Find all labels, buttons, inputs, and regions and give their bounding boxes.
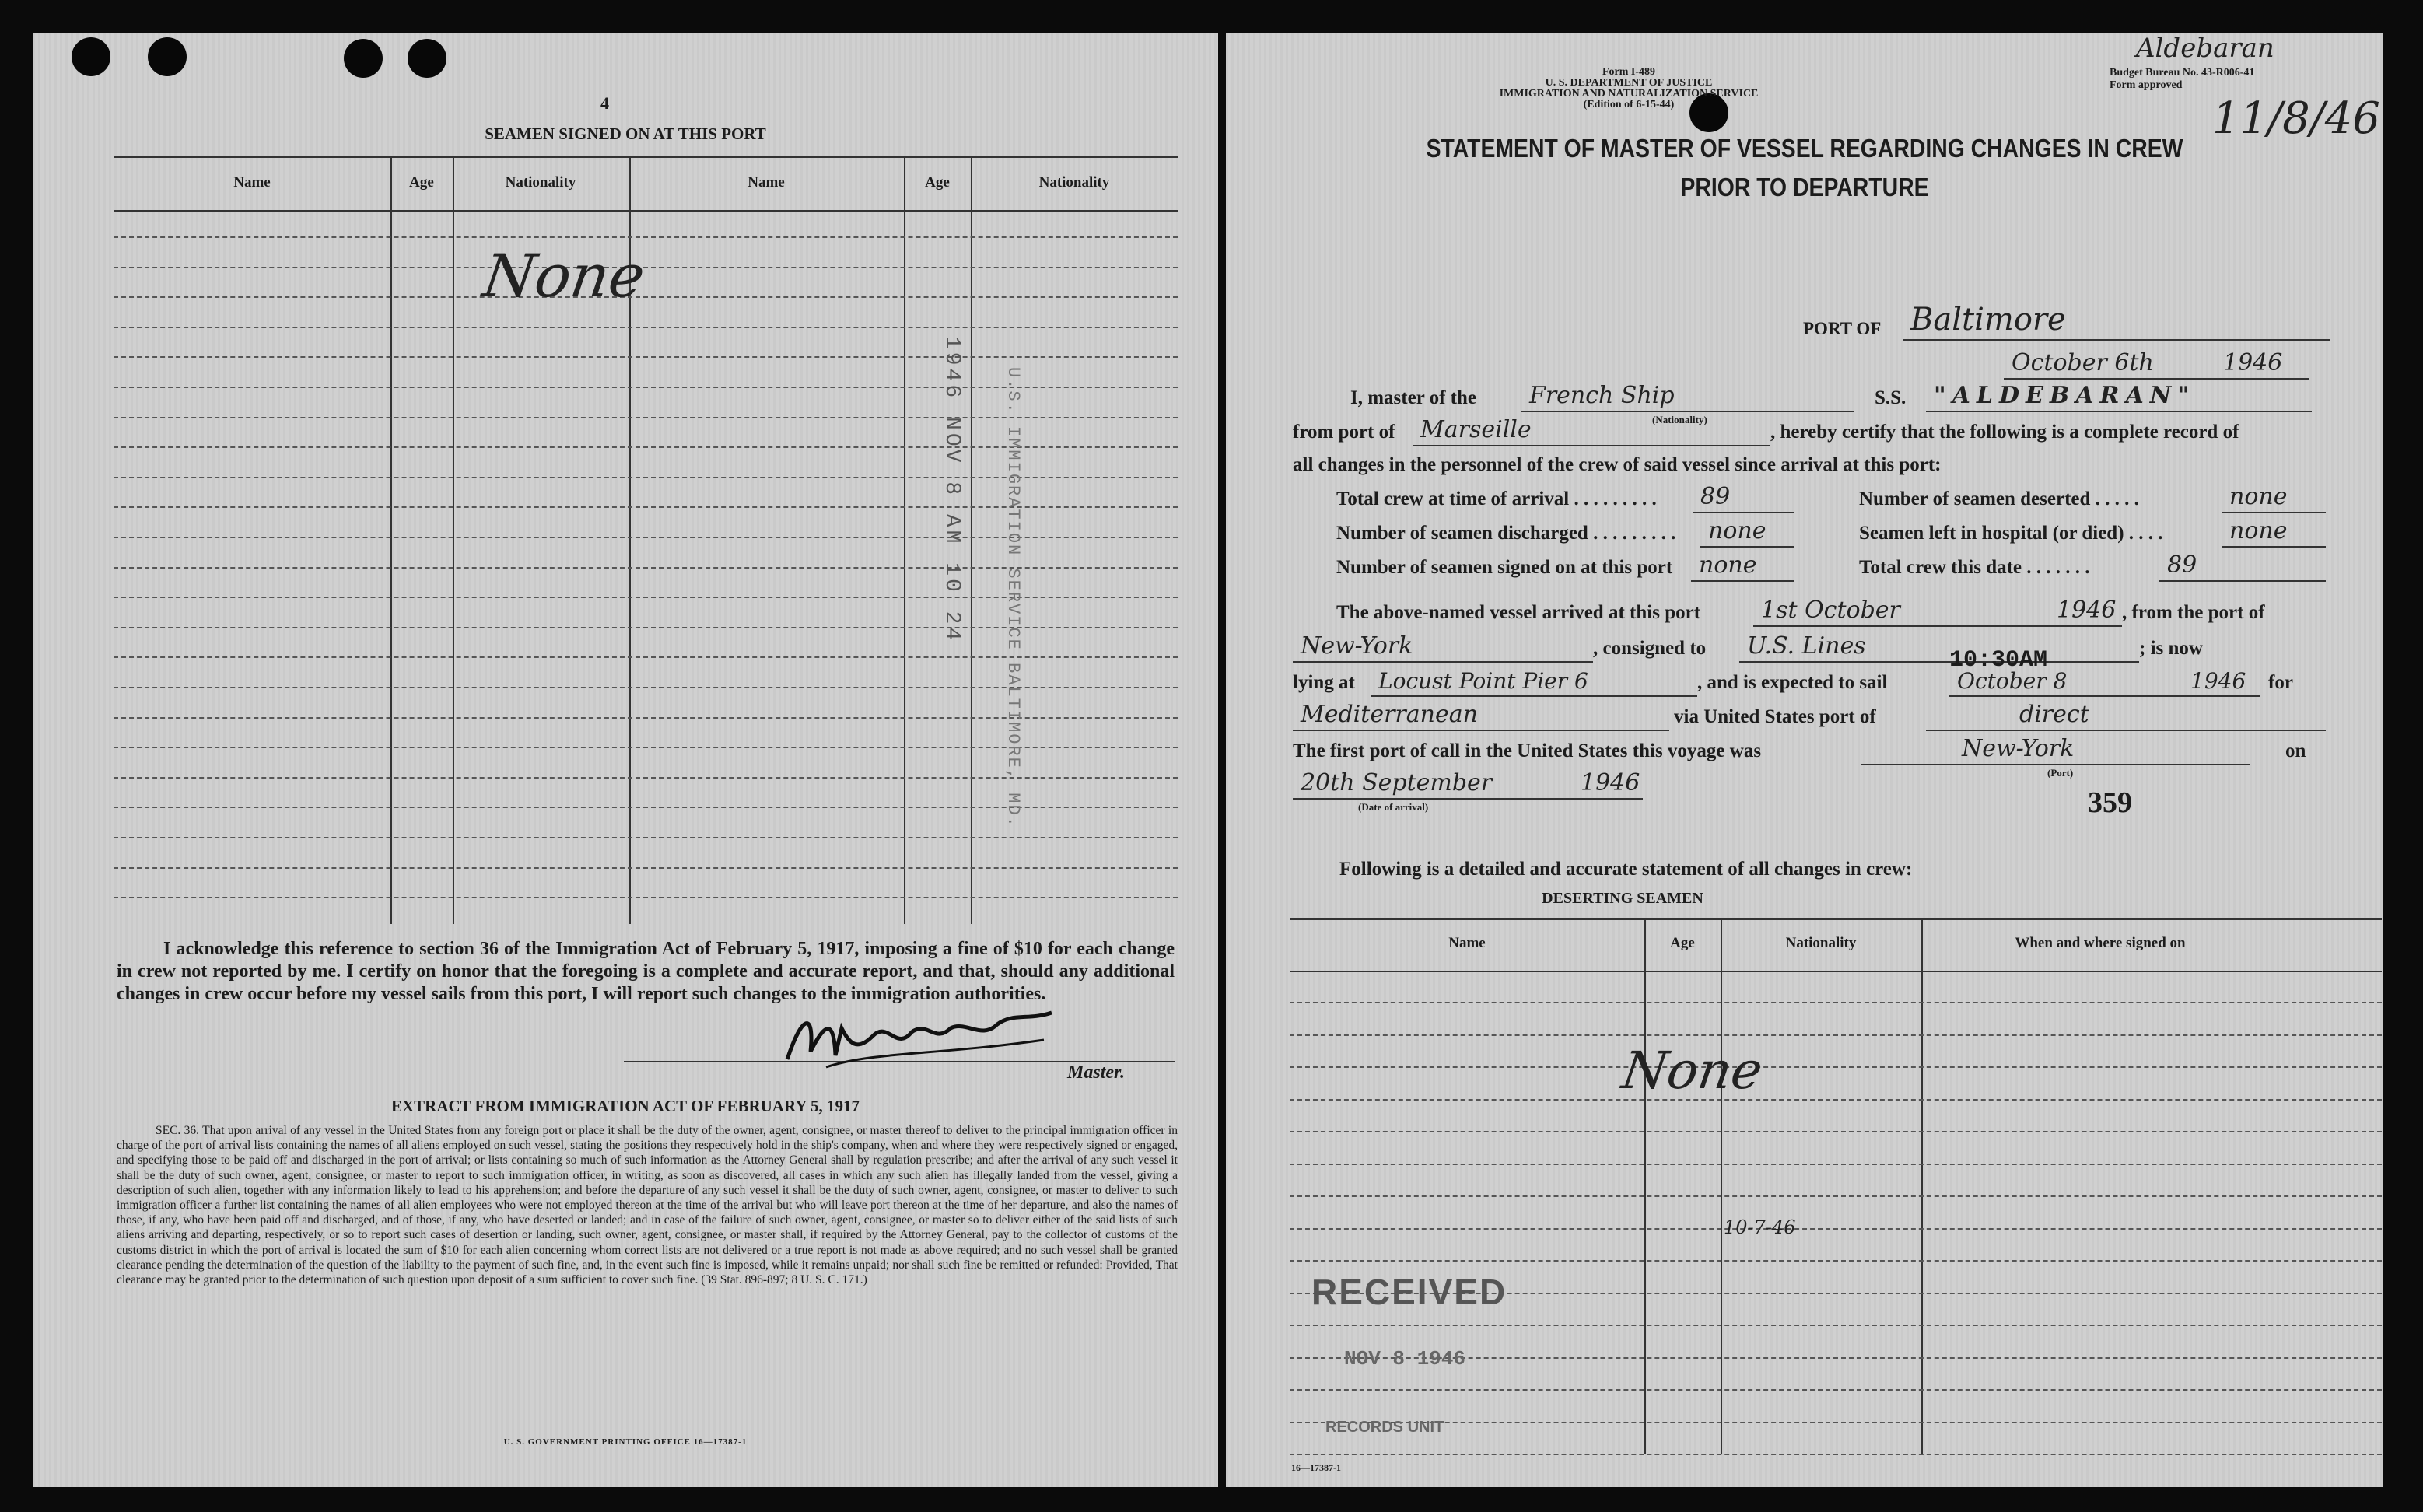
row-rule — [1290, 1164, 2382, 1165]
port-label: PORT OF — [1803, 319, 1882, 338]
arrived-date-field — [1753, 594, 2049, 627]
service: IMMIGRATION AND NATURALIZATION SERVICE — [1499, 88, 1759, 100]
corner-date: 11/8/46 — [2212, 93, 2380, 144]
row-rule — [1290, 1260, 2382, 1262]
sail-time: 10:30AM — [1949, 647, 2048, 674]
first-date-value: 20th September — [1301, 769, 1493, 796]
all-changes-text: all changes in the personnel of the crew of said vessel since arrival at this port: — [1293, 454, 1942, 475]
punch-hole — [408, 39, 446, 78]
punch-hole — [344, 39, 383, 78]
from-port2-field — [1293, 630, 1593, 663]
from-port-label: from port of — [1293, 422, 1395, 443]
master-signature — [779, 997, 1067, 1083]
hospital-value: none — [2229, 517, 2288, 544]
row-rule — [114, 867, 1178, 869]
department: U. S. DEPARTMENT OF JUSTICE — [1545, 77, 1713, 89]
via-label: via United States port of — [1674, 706, 1876, 727]
deserting-header-signed-on: When and where signed on — [2015, 935, 2186, 951]
total-crew-arrival-field — [1693, 481, 1794, 513]
punch-hole — [72, 37, 110, 76]
arrived-date-value: 1st October — [1761, 597, 1900, 624]
consigned-label: , consigned to — [1593, 638, 1707, 659]
first-port-label: The first port of call in the United States this voyage was — [1293, 740, 1762, 761]
row-rule — [114, 897, 1178, 898]
is-now-label: ; is now — [2139, 638, 2203, 659]
sail-year-value: 1946 — [2190, 668, 2246, 694]
column-header-nationality: Nationality — [1038, 174, 1110, 191]
section-title: SEAMEN SIGNED ON AT THIS PORT — [485, 124, 766, 143]
date-field — [2004, 347, 2215, 380]
row-rule — [114, 356, 1178, 358]
vessel-field — [1926, 380, 2312, 412]
row-rule — [1290, 1195, 2382, 1197]
port-caption: (Port) — [2047, 767, 2074, 779]
row-rule — [1290, 1034, 2382, 1036]
nationality-field — [1521, 380, 1854, 412]
table-header-rule — [114, 210, 1178, 212]
sail-date-field — [1949, 664, 2183, 697]
form-number: Form I-489 — [1602, 66, 1656, 78]
form-title: STATEMENT OF MASTER OF VESSEL REGARDING CHANGES IN CREW — [1426, 134, 2183, 163]
consigned-value: U.S. Lines — [1747, 632, 1866, 660]
year-field — [2215, 347, 2309, 380]
discharged-field — [1700, 515, 1794, 548]
port-field — [1903, 299, 2330, 341]
year-value: 1946 — [2223, 349, 2283, 376]
total-crew-date-value: 89 — [2167, 551, 2197, 579]
from-port2-value: New-York — [1301, 632, 1413, 660]
deserting-handwritten-entry: None — [1618, 1041, 1766, 1101]
column-divider — [1921, 918, 1923, 1454]
number-stamp: 359 — [2088, 786, 2132, 819]
master-label: Master. — [1067, 1062, 1126, 1083]
master-of-label: I, master of the — [1350, 387, 1476, 408]
left-page — [33, 33, 1218, 1487]
extract-text: SEC. 36. That upon arrival of any vessel in the United States from any foreign port or place it shall be the duty of the owner, agent, consignee, or master thereof to deliver to the principal immigration officer in charge of the port of arrival lists containing the names of all aliens employed on such vessel, stating the positions they respectively hold in the ship's company, when and where they were respectively signed or engaged, and specifying those to be paid off and discharged in the port of arrival; or lists containing so much of such information as the Attorney General shall by regulation prescribe; and after the arrival of any such vessel it shall be the duty of such owner, agent, consignee, or master to report to such immigration officer, in writing, as soon as discovered, all cases in which any such alien has illegally landed from the vessel, giving a description of such alien, together with any information likely to lead to his apprehension; and before the departure of any such vessel it shall be the duty of such owner, agent, consignee, or master to deliver to such immigration officer a further list containing the names of all alien employees who were not employed thereon at the time of the arrival but who will leave port thereon at the time of her departure, and also the names of those, if any, who have been paid off and discharged, and of those, if any, who have deserted or landed; and in case of the failure of such owner, agent, consignee, or master so to deliver either of the said lists of such aliens arriving and departing, respectively, or so to report such cases of desertion or landing, such owner, agent, consignee, or master shall, if required by the Attorney General, pay to the collector of customs of the customs district in which the port of arrival is located the sum of $10 for each alien concerning whom correct lists are not delivered or a true report is not made as above required; and no such vessel shall be granted clearance pending the determination of the question of the liability to the payment of such fine, and, in the event such fine is imposed, while it remains unpaid; nor shall such fine be remitted or refunded: Provided, That clearance may be granted prior to the determination of such question upon deposit of a sum sufficient to cover such fine. (39 Stat. 896-897; 8 U. S. C. 171.) — [117, 1124, 1178, 1287]
punch-hole — [148, 37, 187, 76]
row-rule — [1290, 1066, 2382, 1068]
column-header-nationality: Nationality — [505, 174, 576, 191]
row-rule — [114, 837, 1178, 838]
for-label: for — [2268, 672, 2293, 693]
deserting-header-nationality: Nationality — [1785, 935, 1857, 951]
total-crew-date-label: Total crew this date . . . . . . . — [1859, 557, 2090, 578]
extract-title: EXTRACT FROM IMMIGRATION ACT OF FEBRUARY 5, 1917 — [390, 1097, 860, 1115]
budget-block — [2110, 67, 2254, 92]
deserted-label: Number of seamen deserted . . . . . — [1859, 488, 2139, 509]
row-rule — [1290, 1131, 2382, 1132]
column-divider — [1644, 918, 1646, 1454]
row-rule — [1290, 1228, 2382, 1230]
form-approved: Form approved — [2110, 79, 2183, 91]
consigned-field — [1739, 630, 2139, 663]
column-divider — [904, 156, 905, 924]
from-the-port-of-label: , from the port of — [2122, 602, 2265, 623]
from-port-value: Marseille — [1420, 416, 1532, 443]
first-year-value: 1946 — [1581, 769, 1640, 796]
row-rule — [1290, 1099, 2382, 1101]
first-port-value: New-York — [1962, 735, 2075, 762]
lying-at-field — [1371, 664, 1697, 697]
destination-field — [1293, 698, 1669, 731]
deserted-value: none — [2229, 483, 2288, 510]
lying-at-label: lying at — [1293, 672, 1355, 693]
received-date: NOV 8 1946 — [1344, 1347, 1466, 1370]
column-header-age: Age — [925, 174, 950, 191]
hospital-label: Seamen left in hospital (or died) . . . . — [1859, 523, 2163, 544]
first-port-field — [1861, 733, 2250, 765]
signed-on-label: Number of seamen signed on at this port — [1336, 557, 1673, 578]
column-divider — [390, 156, 392, 924]
sail-year-field — [2183, 664, 2260, 697]
total-crew-date-field — [2159, 549, 2326, 582]
date-stamp: 1946 NOV 8 AM 10 24 — [940, 336, 964, 644]
budget-number: Budget Bureau No. 43-R006-41 — [2110, 67, 2255, 79]
first-date-field — [1293, 767, 1573, 800]
via-field — [1926, 698, 2326, 731]
date-note: 10-7-46 — [1724, 1216, 1796, 1238]
deserting-header-name: Name — [1448, 935, 1486, 951]
column-header-age: Age — [409, 174, 434, 191]
form-subtitle: PRIOR TO DEPARTURE — [1680, 173, 1929, 201]
row-rule — [1290, 1325, 2382, 1326]
row-rule — [114, 236, 1178, 238]
service-stamp: U.S. IMMIGRATION SERVICE BALTIMORE, MD. — [1003, 367, 1023, 828]
via-value: direct — [2019, 701, 2089, 728]
column-header-name: Name — [748, 174, 785, 191]
date-caption: (Date of arrival) — [1358, 801, 1429, 813]
certify-text: , hereby certify that the following is a complete record of — [1770, 422, 2239, 443]
sail-date-value: October 8 — [1957, 668, 2068, 694]
from-port-field — [1413, 414, 1770, 446]
nationality-value: French Ship — [1529, 382, 1675, 409]
received-stamp: RECEIVED — [1311, 1272, 1507, 1312]
destination-value: Mediterranean — [1301, 701, 1478, 728]
on-label: on — [2285, 740, 2306, 761]
edition: (Edition of 6-15-44) — [1583, 99, 1675, 110]
expected-label: , and is expected to sail — [1697, 672, 1888, 693]
acknowledgement: I acknowledge this reference to section 36 of the Immigration Act of February 5, 1917, imposing a fine of $10 for each change in crew not reported by me. I certify on honor that the foregoing is a complete and accurate report, and that, should any additional changes in crew occur before my vessel sails from this port, I will report such changes to the immigration authorities. — [117, 939, 1175, 1004]
column-divider — [1721, 918, 1722, 1454]
corner-note: Aldebaran — [2136, 33, 2274, 64]
right-page — [1226, 33, 2383, 1487]
row-rule — [1290, 1422, 2382, 1423]
total-crew-arrival-value: 89 — [1700, 483, 1731, 510]
page-number: 4 — [600, 93, 609, 113]
row-rule — [114, 327, 1178, 328]
arrived-year-field — [2049, 594, 2122, 627]
footer-code: 16—17387-1 — [1291, 1462, 1341, 1473]
row-rule — [1290, 1454, 2382, 1455]
discharged-label: Number of seamen discharged . . . . . . . . . — [1336, 523, 1676, 544]
port-value: Baltimore — [1910, 302, 2066, 338]
deserting-title: DESERTING SEAMEN — [1542, 890, 1703, 907]
date-value: October 6th — [2012, 349, 2154, 376]
column-header-name: Name — [233, 174, 271, 191]
ss-label: S.S. — [1875, 387, 1907, 408]
signed-on-field — [1691, 549, 1794, 582]
table-top-rule — [114, 156, 1178, 158]
printer-line: U. S. GOVERNMENT PRINTING OFFICE 16—17387-1 — [503, 1437, 748, 1447]
following-text: Following is a detailed and accurate statement of all changes in crew: — [1339, 859, 1913, 880]
arrived-year-value: 1946 — [2057, 597, 2117, 624]
deserting-header-age: Age — [1670, 935, 1695, 951]
total-crew-arrival-label: Total crew at time of arrival . . . . . . . . . — [1336, 488, 1657, 509]
records-unit-stamp: RECORDS UNIT — [1325, 1419, 1444, 1436]
vessel-name: "ALDEBARAN" — [1934, 382, 2196, 409]
discharged-value: none — [1708, 517, 1766, 544]
deserting-header-rule — [1290, 971, 2382, 972]
nationality-caption: (Nationality) — [1652, 414, 1707, 425]
row-rule — [114, 267, 1178, 268]
deserting-table-top — [1290, 918, 2382, 920]
signed-on-value: none — [1699, 551, 1757, 579]
lying-at-value: Locust Point Pier 6 — [1378, 668, 1588, 694]
first-year-field — [1573, 767, 1643, 800]
row-rule — [1290, 1002, 2382, 1003]
deserted-field — [2222, 481, 2326, 513]
form-header — [1427, 67, 1831, 110]
row-rule — [114, 296, 1178, 298]
handwritten-entry: None — [478, 241, 650, 310]
hospital-field — [2222, 515, 2326, 548]
column-divider — [971, 156, 972, 924]
row-rule — [1290, 1389, 2382, 1391]
column-divider — [453, 156, 454, 924]
arrived-text: The above-named vessel arrived at this port — [1336, 602, 1701, 623]
